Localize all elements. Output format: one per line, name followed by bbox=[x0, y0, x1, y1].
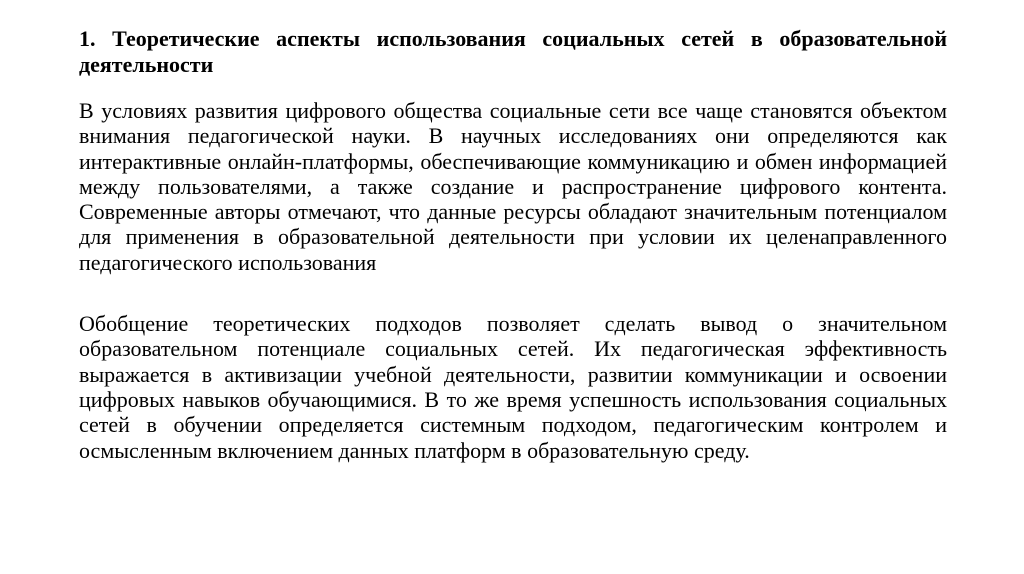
paragraph-conclusion: Обобщение теоретических подходов позволяет сделать вывод о значительном образовательном потенциале социальных сетей. Их педагогическая эффективность выражается в активизации учебной деятельности, развитии коммуникации и освоении цифровых навыков обучающимися. В то же время успешность использования социальных сетей в обучении определяется системным подходом, педагогическим контролем и осмысленным включением данных платформ в образовательную среду. bbox=[79, 311, 947, 463]
paragraph-intro: В условиях развития цифрового общества социальные сети все чаще становятся объектом внимания педагогической науки. В научных исследованиях они определяются как интерактивные онлайн-платформы, обеспечивающие коммуникацию и обмен информацией между пользователями, а также создание и распространение цифрового контента. Современные авторы отмечают, что данные ресурсы обладают значительным потенциалом для применения в образовательной деятельности при условии их целенаправленного педагогического использования bbox=[79, 98, 947, 275]
section-heading: 1. Теоретические аспекты использования социальных сетей в образовательной деятельности bbox=[79, 26, 947, 77]
slide-content bbox=[79, 26, 947, 463]
